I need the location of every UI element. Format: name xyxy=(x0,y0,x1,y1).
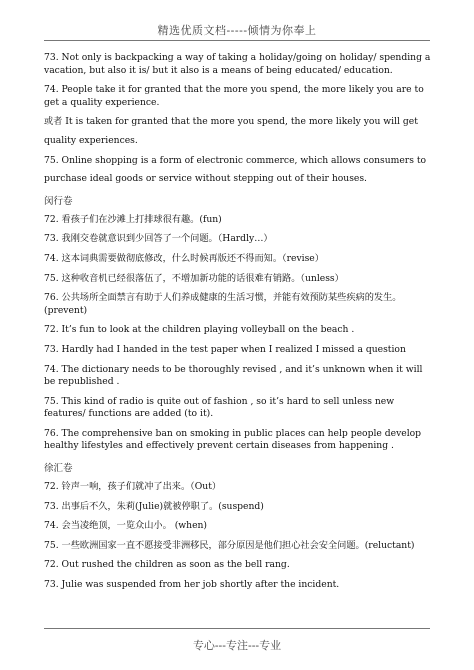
paragraph: 73. Hardly had I handed in the test paper when I realized I missed a question xyxy=(44,343,406,355)
document-body xyxy=(44,52,432,599)
header-rule xyxy=(44,40,430,41)
page-header: 精选优质文档-----倾情为你奉上 xyxy=(157,24,317,37)
paragraph: 或者 It is taken for granted that the more you spend, the more likely you will get xyxy=(44,116,418,128)
paragraph: 75. This kind of radio is quite out of fashion , so it’s hard to sell unless new features/ functions are added (to it). xyxy=(44,395,395,420)
paragraph: 73. 我刚交卷就意识到少回答了一个问题。（Hardly…） xyxy=(44,233,273,245)
paragraph: 74. The dictionary needs to be thoroughly revised , and it’s unknown when it will be republished . xyxy=(44,363,423,388)
paragraph: purchase ideal goods or service without stepping out of their houses. xyxy=(44,173,367,185)
section-heading: 徐汇卷 xyxy=(44,463,73,475)
paragraph: 75. 这种收音机已经很落伍了，不增加新功能的话很难有销路。（unless） xyxy=(44,272,344,284)
paragraph: 74. 会当凌绝顶，一览众山小。 (when) xyxy=(44,520,208,532)
paragraph: 72. Out rushed the children as soon as the bell rang. xyxy=(44,559,290,571)
paragraph: 76. 公共场所全面禁言有助于人们养成健康的生活习惯，并能有效预防某些疾病的发生。(prevent) xyxy=(44,292,402,316)
paragraph: 75. Online shopping is a form of electronic commerce, which allows consumers to xyxy=(44,154,427,166)
paragraph: 73. Julie was suspended from her job shortly after the incident. xyxy=(44,579,340,591)
paragraph: 72. 铃声一响，孩子们就冲了出来。（Out） xyxy=(44,481,222,493)
footer-rule xyxy=(44,628,430,629)
paragraph: 73. 出事后不久，朱莉(Julie)就被停职了。(suspend) xyxy=(44,500,264,512)
paragraph: 72. It’s fun to look at the children playing volleyball on the beach . xyxy=(44,324,355,336)
page-footer: 专心---专注---专业 xyxy=(192,639,282,652)
paragraph: 72. 看孩子们在沙滩上打排球很有趣。(fun) xyxy=(44,213,222,225)
paragraph: 74. People take it for granted that the more you spend, the more likely you are to get a quality experience. xyxy=(44,84,424,108)
paragraph: 76. The comprehensive ban on smoking in public places can help people develop healthy lifestyles and effectively prevent certain diseases from happening . xyxy=(44,427,422,452)
paragraph: 75. 一些欧洲国家一直不愿接受非洲移民，部分原因是他们担心社会安全问题。(reluctant) xyxy=(44,539,415,551)
section-heading: 闵行卷 xyxy=(44,195,73,207)
paragraph: quality experiences. xyxy=(44,134,138,146)
paragraph: 74. 这本词典需要做彻底修改，什么时候再版还不得而知。（revise） xyxy=(44,252,324,264)
paragraph: 73. Not only is backpacking a way of taking a holiday/going on holiday/ spending a vacation, but also it is/ but it also is a means of being educated/ education. xyxy=(44,52,431,76)
